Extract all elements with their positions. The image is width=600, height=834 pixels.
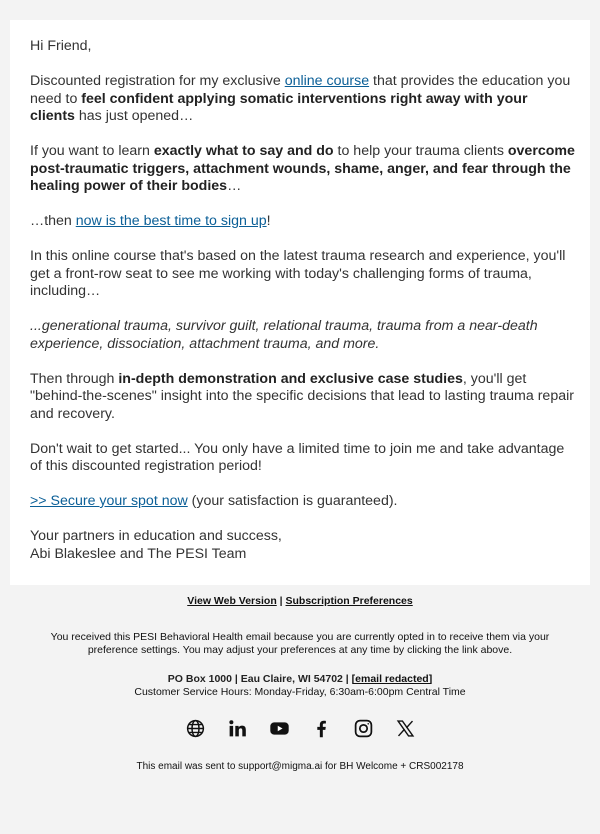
paragraph-6: Then through in-depth demonstration and exclusive case studies, you'll get "behind-the-scenes" insight into the specific decisions that lead to lasting trauma repair and recovery. bbox=[30, 370, 574, 422]
footer-address: PO Box 1000 | Eau Claire, WI 54702 | [email redacted] bbox=[167, 672, 433, 685]
view-web-version-link[interactable]: View Web Version bbox=[187, 595, 277, 607]
youtube-icon[interactable] bbox=[269, 718, 290, 739]
sent-to-notice: This email was sent to support@migma.ai for BH Welcome + CRS002178 bbox=[136, 760, 464, 772]
secure-spot-link[interactable]: >> Secure your spot now bbox=[30, 493, 188, 509]
paragraph-5: ...generational trauma, survivor guilt, relational trauma, trauma from a near-death experience, dissociation, attachment trauma, and more. bbox=[30, 318, 538, 352]
linkedin-icon[interactable] bbox=[227, 718, 248, 739]
facebook-icon[interactable] bbox=[311, 718, 332, 739]
sign-up-link[interactable]: now is the best time to sign up bbox=[75, 213, 267, 229]
x-icon[interactable] bbox=[395, 718, 416, 739]
email-body bbox=[30, 38, 575, 563]
customer-service-hours: Customer Service Hours: Monday-Friday, 6:30am-6:00pm Central Time bbox=[134, 686, 466, 698]
subscription-preferences-link[interactable]: Subscription Preferences bbox=[285, 595, 413, 607]
paragraph-1: Discounted registration for my exclusive online course that provides the education you need to feel confident applying somatic interventions right away with your clients has just opened… bbox=[30, 73, 571, 124]
bold-text: feel confident applying somatic interventions right away with your clients bbox=[30, 90, 528, 124]
link-separator: | bbox=[276, 595, 286, 607]
paragraph-7: Don't wait to get started... You only have a limited time to join me and take advantage of this discounted registration period! bbox=[30, 440, 565, 474]
globe-icon[interactable] bbox=[185, 718, 206, 739]
footer-email-link[interactable]: [email redacted] bbox=[351, 672, 433, 685]
signoff-line-1: Your partners in education and success, bbox=[30, 528, 282, 544]
email-footer bbox=[0, 593, 600, 773]
signoff-line-2: Abi Blakeslee and The PESI Team bbox=[30, 545, 247, 562]
paragraph-4: In this online course that's based on the latest trauma research and experience, you'll get a front-row seat to see me working with today's challenging forms of trauma, including… bbox=[30, 248, 566, 299]
footer-notice: You received this PESI Behavioral Health email because you are currently opted in to receive them via your preference settings. You may adjust your preferences at any time by clicking the link above. bbox=[50, 630, 550, 656]
paragraph-2: If you want to learn exactly what to say and do to help your trauma clients overcome post-traumatic triggers, attachment wounds, shame, anger, and fear through the healing power of their bodies… bbox=[30, 143, 575, 194]
instagram-icon[interactable] bbox=[353, 718, 374, 739]
footer-links bbox=[0, 595, 600, 609]
online-course-link[interactable]: online course bbox=[284, 73, 370, 89]
paragraph-8: >> Secure your spot now (your satisfaction is guaranteed). bbox=[30, 493, 398, 509]
greeting: Hi Friend, bbox=[30, 38, 92, 54]
paragraph-3: …then now is the best time to sign up! bbox=[30, 213, 271, 229]
email-card bbox=[10, 20, 590, 585]
social-links bbox=[0, 718, 600, 739]
